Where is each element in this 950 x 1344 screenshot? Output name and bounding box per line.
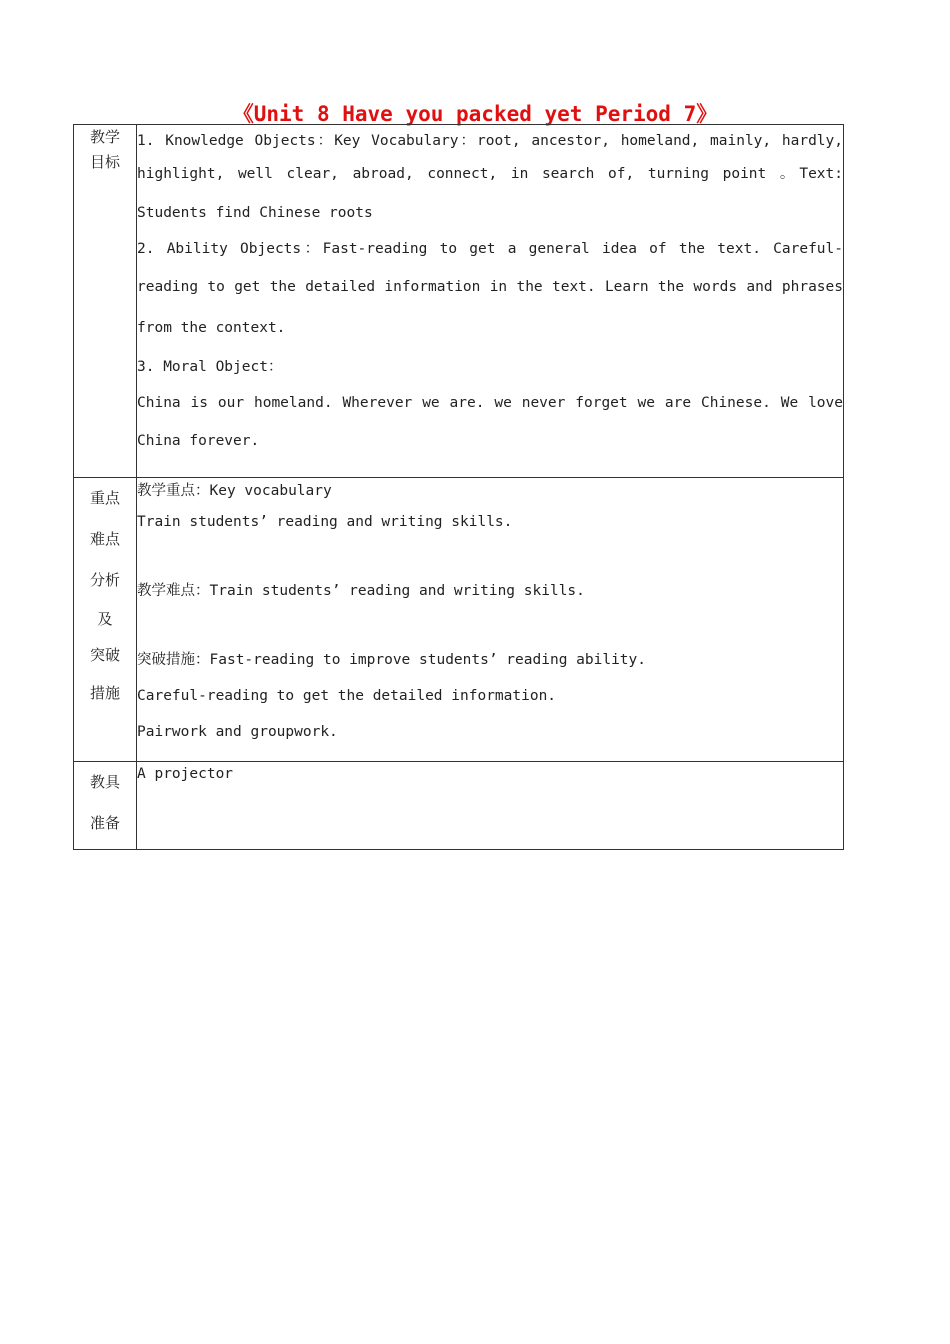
lesson-plan-table [73,124,844,850]
key-points-row [74,478,844,762]
objective-line: highlight, well clear, abroad, connect, in search of, turning point 。Text: [137,166,843,182]
key-points-content [137,478,844,762]
label-line: 重点 [89,489,120,507]
document-title: 《Unit 8 Have you packed yet Period 7》 [232,102,718,126]
label-line: 教学 [89,128,120,146]
label-line: 教具 [89,773,120,791]
objective-line: Students find Chinese roots [137,205,373,221]
focus-value: Key vocabulary [209,483,332,499]
difficulty-line [137,573,843,609]
difficulty-label: 教学难点： [137,583,210,599]
objectives-row [74,125,844,478]
label-line: 准备 [89,814,120,832]
measures-line [137,642,843,678]
focus-line-2: Train students’ reading and writing skills. [137,514,513,530]
objective-line: 3. Moral Object： [137,359,283,375]
measures-line-3: Pairwork and groupwork. [137,724,338,740]
objective-line: reading to get the detailed information in the text. Learn the words and phrases [137,279,843,295]
focus-line [137,478,843,504]
label-line: 突破 [89,646,120,664]
materials-label [74,762,137,850]
objective-line: 2. Ability Objects：Fast-reading to get a general idea of the text. Careful- [137,241,843,257]
objective-line: China is our homeland. Wherever we are. we never forget we are Chinese. We love [137,395,843,411]
materials-content [137,762,844,850]
measures-label: 突破措施： [137,652,210,668]
objectives-label [74,125,137,478]
objectives-content [137,125,844,478]
measures-value: Fast-reading to improve students’ reading ability. [209,652,646,668]
label-line: 难点 [89,530,120,548]
objective-line: China forever. [137,433,260,449]
label-line: 分析 [89,571,120,589]
label-line: 及 [97,610,113,628]
materials-value: A projector [137,766,234,782]
objective-line: 1. Knowledge Objects：Key Vocabulary：root, ancestor, homeland, mainly, hardly, [137,133,843,149]
difficulty-value: Train students’ reading and writing skills. [209,583,585,599]
objective-line: from the context. [137,320,286,336]
label-line: 措施 [89,684,120,702]
label-line: 目标 [89,153,120,171]
measures-line-2: Careful-reading to get the detailed information. [137,688,557,704]
materials-row [74,762,844,850]
focus-label: 教学重点： [137,483,210,499]
key-points-label [74,478,137,762]
